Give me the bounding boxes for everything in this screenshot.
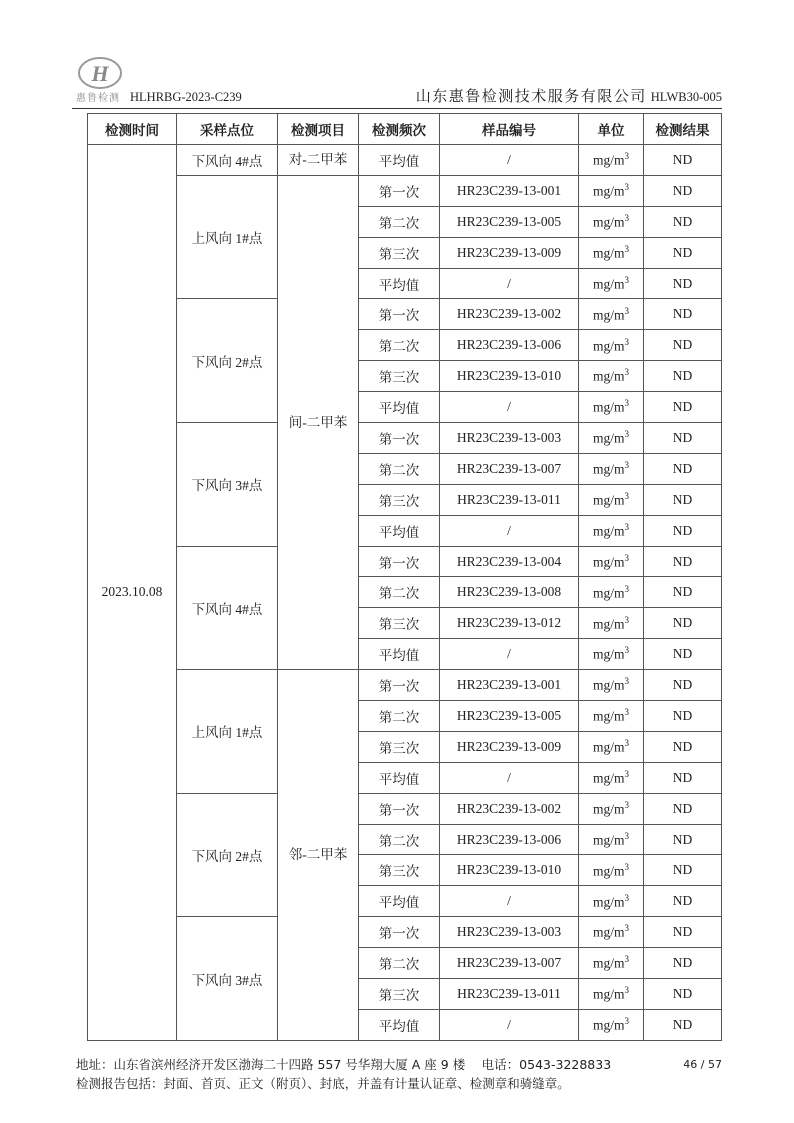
unit-exponent: 3 [624, 460, 629, 471]
unit-exponent: 3 [624, 212, 629, 223]
col-header-sample: 样品编号 [440, 114, 579, 145]
unit-cell [579, 701, 644, 732]
result-cell: ND [644, 145, 722, 176]
col-header-unit: 单位 [579, 114, 644, 145]
footer-address: 地址：山东省滨州经济开发区渤海二十四路 557 号华翔大厦 A 座 9 楼 电话：0543-3228833 [76, 1057, 612, 1072]
result-cell: ND [644, 731, 722, 762]
unit-exponent: 3 [624, 769, 629, 779]
table-row [88, 145, 722, 176]
unit-text: mg/m [592, 986, 625, 1002]
frequency-cell: 平均值 [359, 1009, 440, 1040]
sample-id-cell: / [440, 392, 579, 423]
unit-exponent: 3 [624, 552, 629, 563]
unit-cell [579, 484, 644, 515]
frequency-cell: 第二次 [359, 701, 440, 732]
result-cell: ND [644, 639, 722, 670]
unit-text: mg/m [592, 461, 625, 477]
frequency-cell: 第一次 [359, 423, 440, 454]
unit-exponent: 3 [624, 521, 629, 532]
table-row [88, 175, 722, 206]
unit-cell [579, 577, 644, 608]
footer-note: 检测报告包括：封面、首页、正文（附页）、封底，并盖有计量认证章、检测章和骑缝章。 [76, 1076, 570, 1091]
form-code: HLWB30-005 [650, 90, 722, 104]
sample-id-cell: HR23C239-13-007 [440, 948, 579, 979]
sampling-site-cell: 下风向 4#点 [177, 546, 278, 670]
unit-exponent: 3 [624, 305, 629, 316]
unit-text: mg/m [592, 338, 625, 354]
test-date-cell: 2023.10.08 [88, 145, 177, 1041]
unit-text: mg/m [592, 554, 625, 570]
unit-text: mg/m [592, 739, 625, 755]
unit-exponent: 3 [624, 676, 629, 687]
unit-cell [579, 237, 644, 268]
unit-exponent: 3 [624, 151, 629, 162]
result-cell: ND [644, 762, 722, 793]
result-cell: ND [644, 855, 722, 886]
table-row [88, 793, 722, 824]
unit-text: mg/m [592, 152, 625, 168]
unit-cell [579, 1009, 644, 1040]
frequency-cell: 平均值 [359, 145, 440, 176]
sample-id-cell: HR23C239-13-009 [440, 731, 579, 762]
unit-text: mg/m [592, 616, 625, 632]
unit-cell [579, 670, 644, 701]
unit-text: mg/m [592, 399, 625, 415]
frequency-cell: 第一次 [359, 299, 440, 330]
table-row [88, 299, 722, 330]
sample-id-cell: HR23C239-13-009 [440, 237, 579, 268]
test-item-cell: 对-二甲苯 [278, 145, 359, 176]
result-cell: ND [644, 206, 722, 237]
frequency-cell: 第二次 [359, 453, 440, 484]
unit-cell [579, 453, 644, 484]
frequency-cell: 平均值 [359, 886, 440, 917]
frequency-cell: 平均值 [359, 515, 440, 546]
unit-exponent: 3 [624, 398, 629, 409]
unit-exponent: 3 [624, 429, 629, 440]
unit-cell [579, 299, 644, 330]
sample-id-cell: HR23C239-13-002 [440, 793, 579, 824]
unit-text: mg/m [592, 183, 625, 199]
result-cell: ND [644, 577, 722, 608]
unit-text: mg/m [592, 677, 625, 693]
unit-exponent: 3 [624, 182, 629, 193]
sample-id-cell: HR23C239-13-001 [440, 175, 579, 206]
frequency-cell: 第一次 [359, 670, 440, 701]
unit-text: mg/m [592, 1017, 625, 1033]
frequency-cell: 第三次 [359, 855, 440, 886]
sample-id-cell: / [440, 145, 579, 176]
sample-id-cell: HR23C239-13-004 [440, 546, 579, 577]
result-cell: ND [644, 608, 722, 639]
unit-exponent: 3 [624, 707, 629, 718]
frequency-cell: 第三次 [359, 484, 440, 515]
unit-cell [579, 423, 644, 454]
unit-exponent: 3 [624, 954, 629, 965]
unit-text: mg/m [592, 863, 625, 879]
result-cell: ND [644, 515, 722, 546]
sampling-site-cell: 下风向 3#点 [177, 917, 278, 1041]
unit-cell [579, 361, 644, 392]
unit-exponent: 3 [624, 490, 629, 501]
unit-text: mg/m [592, 646, 625, 662]
results-table [87, 113, 722, 1041]
sample-id-cell: HR23C239-13-001 [440, 670, 579, 701]
unit-exponent: 3 [624, 830, 629, 841]
frequency-cell: 第二次 [359, 824, 440, 855]
sampling-site-cell: 下风向 4#点 [177, 145, 278, 176]
result-cell: ND [644, 392, 722, 423]
unit-cell [579, 392, 644, 423]
unit-text: mg/m [592, 894, 625, 910]
sample-id-cell: HR23C239-13-003 [440, 423, 579, 454]
unit-exponent: 3 [624, 243, 629, 254]
sample-id-cell: HR23C239-13-011 [440, 484, 579, 515]
table-row [88, 917, 722, 948]
frequency-cell: 第三次 [359, 237, 440, 268]
table-row [88, 670, 722, 701]
frequency-cell: 第二次 [359, 330, 440, 361]
unit-cell [579, 546, 644, 577]
unit-exponent: 3 [624, 799, 629, 810]
col-header-result: 检测结果 [644, 114, 722, 145]
company-name: 山东惠鲁检测技术服务有限公司 HLWB30-005 [415, 87, 722, 105]
unit-text: mg/m [592, 430, 625, 446]
frequency-cell: 平均值 [359, 268, 440, 299]
unit-cell [579, 515, 644, 546]
result-cell: ND [644, 670, 722, 701]
result-cell: ND [644, 175, 722, 206]
sample-id-cell: HR23C239-13-002 [440, 299, 579, 330]
page-footer [76, 1055, 722, 1093]
result-cell: ND [644, 268, 722, 299]
result-cell: ND [644, 793, 722, 824]
sample-id-cell: / [440, 886, 579, 917]
unit-text: mg/m [592, 276, 625, 292]
unit-text: mg/m [592, 832, 625, 848]
unit-cell [579, 731, 644, 762]
page-number: 46 / 57 [683, 1058, 722, 1071]
unit-exponent: 3 [624, 645, 629, 656]
unit-text: mg/m [592, 955, 625, 971]
sample-id-cell: / [440, 268, 579, 299]
frequency-cell: 平均值 [359, 639, 440, 670]
unit-text: mg/m [592, 801, 625, 817]
sample-id-cell: HR23C239-13-012 [440, 608, 579, 639]
col-header-frequency: 检测频次 [359, 114, 440, 145]
sample-id-cell: HR23C239-13-005 [440, 206, 579, 237]
sampling-site-cell: 下风向 2#点 [177, 793, 278, 917]
result-cell: ND [644, 1009, 722, 1040]
sample-id-cell: / [440, 762, 579, 793]
sampling-site-cell: 下风向 3#点 [177, 423, 278, 547]
unit-exponent: 3 [624, 985, 629, 996]
unit-exponent: 3 [624, 892, 629, 903]
table-header-row [88, 114, 722, 145]
unit-text: mg/m [592, 307, 625, 323]
unit-cell [579, 793, 644, 824]
table-body [88, 145, 722, 1041]
unit-exponent: 3 [624, 614, 629, 625]
unit-text: mg/m [592, 523, 625, 539]
test-item-cell: 邻-二甲苯 [278, 670, 359, 1041]
unit-text: mg/m [592, 492, 625, 508]
result-cell: ND [644, 453, 722, 484]
unit-text: mg/m [592, 924, 625, 940]
col-header-time: 检测时间 [88, 114, 177, 145]
result-cell: ND [644, 824, 722, 855]
col-header-item: 检测项目 [278, 114, 359, 145]
page-header [72, 55, 722, 111]
unit-cell [579, 979, 644, 1010]
header-rule [72, 108, 722, 109]
result-cell: ND [644, 330, 722, 361]
frequency-cell: 第一次 [359, 793, 440, 824]
logo-caption: 惠鲁检测 [76, 93, 120, 104]
sampling-site-cell: 上风向 1#点 [177, 670, 278, 794]
unit-exponent: 3 [624, 583, 629, 594]
unit-text: mg/m [592, 708, 625, 724]
result-cell: ND [644, 299, 722, 330]
unit-cell [579, 268, 644, 299]
frequency-cell: 第三次 [359, 608, 440, 639]
unit-text: mg/m [592, 770, 625, 786]
frequency-cell: 第二次 [359, 577, 440, 608]
unit-cell [579, 206, 644, 237]
result-cell: ND [644, 546, 722, 577]
result-cell: ND [644, 948, 722, 979]
table-row [88, 423, 722, 454]
frequency-cell: 第三次 [359, 731, 440, 762]
unit-exponent: 3 [624, 923, 629, 934]
unit-exponent: 3 [624, 738, 629, 749]
frequency-cell: 第一次 [359, 175, 440, 206]
frequency-cell: 第一次 [359, 546, 440, 577]
unit-exponent: 3 [624, 274, 629, 285]
unit-cell [579, 886, 644, 917]
sample-id-cell: HR23C239-13-007 [440, 453, 579, 484]
sample-id-cell: HR23C239-13-011 [440, 979, 579, 1010]
sample-id-cell: HR23C239-13-008 [440, 577, 579, 608]
sample-id-cell: HR23C239-13-005 [440, 701, 579, 732]
frequency-cell: 平均值 [359, 762, 440, 793]
svg-text:H: H [91, 61, 109, 86]
unit-cell [579, 855, 644, 886]
sampling-site-cell: 上风向 1#点 [177, 175, 278, 299]
sample-id-cell: HR23C239-13-010 [440, 361, 579, 392]
result-cell: ND [644, 886, 722, 917]
frequency-cell: 第三次 [359, 361, 440, 392]
unit-exponent: 3 [624, 367, 629, 378]
result-cell: ND [644, 701, 722, 732]
unit-exponent: 3 [624, 861, 629, 872]
unit-cell [579, 762, 644, 793]
result-cell: ND [644, 917, 722, 948]
result-cell: ND [644, 979, 722, 1010]
unit-cell [579, 948, 644, 979]
result-cell: ND [644, 484, 722, 515]
frequency-cell: 第一次 [359, 917, 440, 948]
frequency-cell: 第二次 [359, 948, 440, 979]
col-header-site: 采样点位 [177, 114, 278, 145]
unit-text: mg/m [592, 585, 625, 601]
unit-exponent: 3 [624, 1016, 629, 1027]
sample-id-cell: HR23C239-13-006 [440, 330, 579, 361]
report-number: HLHRBG-2023-C239 [130, 90, 242, 104]
result-cell: ND [644, 237, 722, 268]
table-row [88, 546, 722, 577]
sampling-site-cell: 下风向 2#点 [177, 299, 278, 423]
result-cell: ND [644, 423, 722, 454]
sample-id-cell: / [440, 515, 579, 546]
unit-text: mg/m [592, 245, 625, 261]
unit-cell [579, 824, 644, 855]
frequency-cell: 第三次 [359, 979, 440, 1010]
unit-cell [579, 639, 644, 670]
unit-exponent: 3 [624, 336, 629, 347]
unit-text: mg/m [592, 368, 625, 384]
unit-text: mg/m [592, 214, 625, 230]
unit-cell [579, 145, 644, 176]
sample-id-cell: HR23C239-13-003 [440, 917, 579, 948]
sample-id-cell: / [440, 639, 579, 670]
sample-id-cell: / [440, 1009, 579, 1040]
sample-id-cell: HR23C239-13-006 [440, 824, 579, 855]
result-cell: ND [644, 361, 722, 392]
frequency-cell: 平均值 [359, 392, 440, 423]
unit-cell [579, 608, 644, 639]
unit-cell [579, 175, 644, 206]
unit-cell [579, 330, 644, 361]
frequency-cell: 第二次 [359, 206, 440, 237]
test-item-cell: 间-二甲苯 [278, 175, 359, 669]
sample-id-cell: HR23C239-13-010 [440, 855, 579, 886]
unit-cell [579, 917, 644, 948]
